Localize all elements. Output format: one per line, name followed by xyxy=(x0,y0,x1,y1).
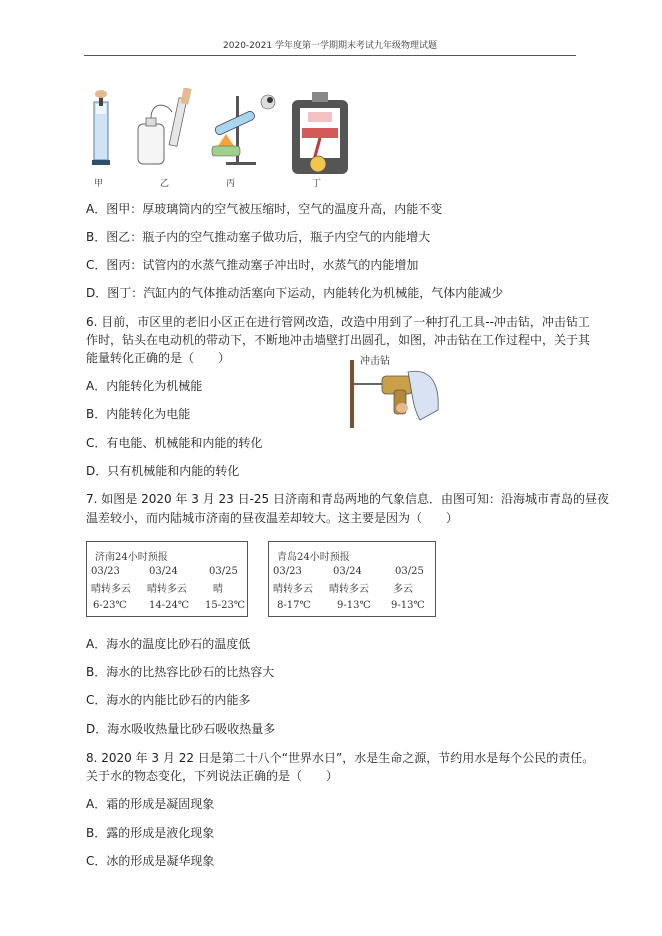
q6-option-c: C．有电能、机械能和内能的转化 xyxy=(86,436,263,450)
forecast-date: 03/23 xyxy=(273,566,302,577)
q6-option-d: D．只有机械能和内能的转化 xyxy=(86,464,240,478)
q7-stem-line-2: 温差较小，而内陆城市济南的昼夜温差却较大。这主要是因为（ ） xyxy=(86,511,459,525)
q8-stem-line-1: 8. 2020 年 3 月 22 日是第二十八个“世界水日”，水是生命之源，节约用水是每个公民的责任。 xyxy=(86,751,595,765)
q7-stem-line-1: 7. 如图是 2020 年 3 月 23 日-25 日济南和青岛两地的气象信息．由图可知：沿海城市青岛的昼夜 xyxy=(86,492,610,506)
forecast-weather: 晴转多云 xyxy=(273,584,313,595)
q6-stem-line-3: 能量转化正确的是（ ） xyxy=(86,351,231,365)
page-header: 2020-2021 学年度第一学期期末考试九年级物理试题 xyxy=(223,41,437,51)
q5-option-b: B．图乙：瓶子内的空气推动塞子做功后，瓶子内空气的内能增大 xyxy=(86,230,431,244)
forecast-box-qingdao xyxy=(268,541,436,617)
forecast-weather: 晴转多云 xyxy=(147,584,187,595)
forecast-box-jinan xyxy=(86,541,248,617)
q8-option-c: C．冰的形成是凝华现象 xyxy=(86,854,215,868)
q8-option-b: B．露的形成是液化现象 xyxy=(86,826,215,840)
forecast-weather: 晴转多云 xyxy=(329,584,369,595)
forecast-title-qingdao: 青岛24小时预报 xyxy=(277,552,350,563)
q6-stem-line-2: 作时，钻头在电动机的带动下，不断地冲击墙壁打出圆孔，如图，冲击钻在工作过程中，关于其 xyxy=(86,333,591,347)
q5-option-c: C．图丙：试管内的水蒸气推动塞子冲出时，水蒸气的内能增加 xyxy=(86,258,419,272)
forecast-date: 03/24 xyxy=(149,566,178,577)
forecast-temp: 9-13℃ xyxy=(391,600,425,611)
q6-option-b: B．内能转化为电能 xyxy=(86,407,191,421)
q6-option-a: A．内能转化为机械能 xyxy=(86,379,203,393)
q6-stem-line-1: 6. 目前，市区里的老旧小区正在进行管网改造，改造中用到了一种打孔工具--冲击钻，冲击钻工 xyxy=(86,315,590,329)
forecast-temp: 9-13℃ xyxy=(337,600,371,611)
forecast-date: 03/25 xyxy=(209,566,238,577)
q7-option-b: B．海水的比热容比砂石的比热容大 xyxy=(86,665,275,679)
q5-figures xyxy=(86,88,366,188)
figure-label-yi: 乙 xyxy=(160,179,170,189)
q8-stem-line-2: 关于水的物态变化，下列说法正确的是（ ） xyxy=(86,769,339,783)
forecast-temp: 14-24℃ xyxy=(149,600,190,611)
forecast-date: 03/24 xyxy=(333,566,362,577)
figure-bing-test-tube xyxy=(212,95,275,165)
forecast-weather: 晴转多云 xyxy=(91,584,131,595)
q7-option-a: A．海水的温度比砂石的温度低 xyxy=(86,637,251,651)
figure-jia-compression-tube xyxy=(92,90,110,165)
forecast-date: 03/25 xyxy=(395,566,424,577)
forecast-date: 03/23 xyxy=(91,566,120,577)
forecast-temp: 8-17℃ xyxy=(277,600,311,611)
header-rule xyxy=(84,55,576,56)
q5-option-a: A．图甲：厚玻璃筒内的空气被压缩时，空气的温度升高，内能不变 xyxy=(86,202,443,216)
forecast-temp: 6-23℃ xyxy=(93,600,127,611)
impact-drill-figure xyxy=(342,350,442,430)
figure-label-ding: 丁 xyxy=(312,179,322,189)
forecast-title-jinan: 济南24小时预报 xyxy=(95,552,168,563)
impact-drill-label: 冲击钻 xyxy=(360,356,390,367)
q8-option-a: A．霜的形成是凝固现象 xyxy=(86,797,215,811)
figure-label-jia: 甲 xyxy=(94,179,104,189)
q5-option-d: D．图丁：汽缸内的气体推动活塞向下运动，内能转化为机械能，气体内能减少 xyxy=(86,286,504,300)
figure-yi-bottle-pump xyxy=(138,88,192,164)
q7-option-c: C．海水的内能比砂石的内能多 xyxy=(86,693,251,707)
q7-option-d: D．海水吸收热量比砂石吸收热量多 xyxy=(86,722,276,736)
figure-ding-engine-cylinder xyxy=(292,92,348,174)
forecast-temp: 15-23℃ xyxy=(205,600,246,611)
forecast-weather: 多云 xyxy=(393,584,413,595)
figure-label-bing: 丙 xyxy=(226,179,236,189)
forecast-weather: 晴 xyxy=(213,584,223,595)
